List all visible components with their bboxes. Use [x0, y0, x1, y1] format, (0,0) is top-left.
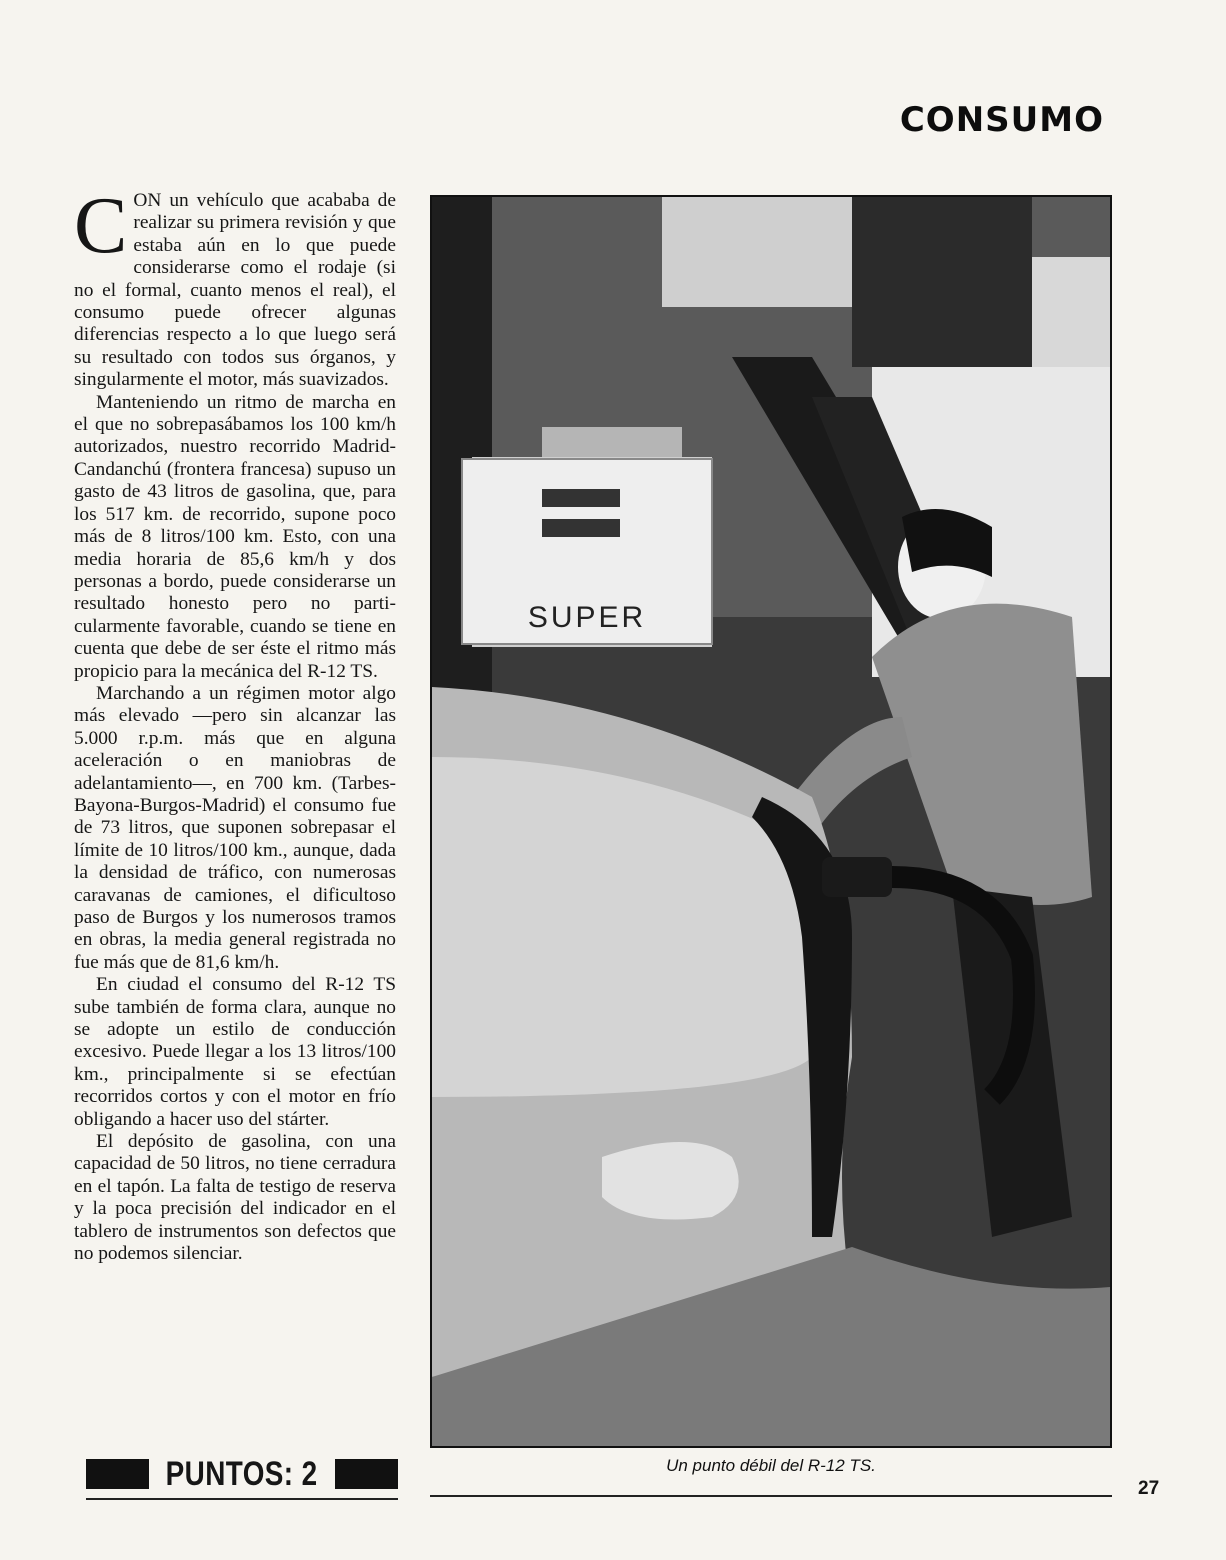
- score-banner: [86, 1452, 398, 1496]
- pump-sign-text: SUPER: [527, 601, 647, 634]
- page-number: 27: [1138, 1478, 1160, 1499]
- photo-caption: Un punto débil del R-12 TS.: [666, 1456, 876, 1475]
- article-paragraph-3: Marchando a un régimen motor algo más elevado —pero sin alcanzar las 5.000 r.p.m. más que en alguna aceleración o en maniobras de adelantamiento—, en 700 km. (Tarbes-Bayona-Burgos-Madrid) el consumo fue de 73 litros, que suponen sobrepasar el límite de 10 litros/100 km., aunque, dada la densidad de tráfico, con numerosas caravanas de camiones, el dificultoso paso de Burgos y los numerosos tramos en obras, la media general registrada no fue más que de 81,6 km/h.: [74, 682, 396, 973]
- score-bar-left: [86, 1459, 149, 1489]
- article-column: [74, 182, 396, 1266]
- bottom-rule-left: [86, 1498, 398, 1500]
- article-paragraph-4: En ciudad el consumo del R-12 TS sube también de forma clara, aunque no se adopte un estilo de conducción excesivo. Puede llegar a los 13 litros/100 km., principalmente si se efectúan recorridos cortos y con el motor en frío obligando a hacer uso del stárter.: [74, 974, 396, 1130]
- paragraph-1-text: ON un vehículo que acababa de realizar su primera revisión y que estaba aún en lo que puede considerarse como el rodaje (si no el formal, cuanto menos el real), el consumo puede ofrecer algunas diferencias respecto a lo que luego será su resultado con todos sus órganos, y singularmente el motor, más suavizados.: [74, 190, 396, 391]
- score-label: PUNTOS: 2: [166, 1454, 318, 1493]
- photo-illustration: [432, 197, 1110, 1446]
- photo-fuel-pump: [430, 195, 1112, 1448]
- drop-cap: C: [74, 182, 128, 270]
- article-paragraph-1: [74, 182, 396, 392]
- bottom-rule-right: [430, 1495, 1112, 1497]
- score-bar-right: [335, 1459, 398, 1489]
- article-paragraph-2: Manteniendo un ritmo de marcha en el que no sobrepasábamos los 100 km/h autorizados, nuestro recorrido Madrid-Candanchú (frontera francesa) supuso un gasto de 43 litros de gasolina, que, para los 517 km. de recorrido, supone poco más de 8 litros/100 km. Esto, con una media horaria de 85,6 km/h y dos personas a bordo, puede considerarse un resultado honesto pero no particularmente favorable, cuando se tiene en cuenta que debe de ser éste el ritmo más propicio para la mecánica del R-12 TS.: [74, 391, 396, 682]
- section-title: CONSUMO: [899, 100, 1104, 140]
- article-paragraph-5: El depósito de gasolina, con una capacidad de 50 litros, no tiene cerradura en el tapón. La falta de testigo de reserva y la poca precisión del indicador en el tablero de instrumentos son defectos que no podemos silenciar.: [74, 1131, 396, 1265]
